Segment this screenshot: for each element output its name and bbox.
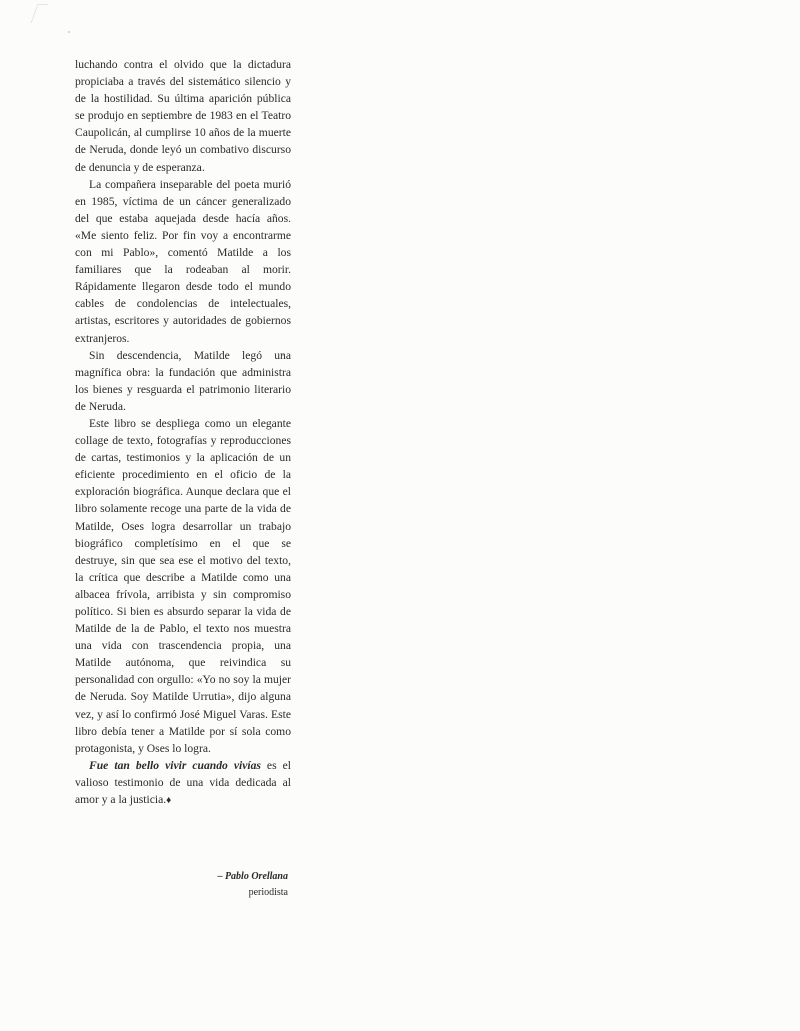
signature-block (196, 869, 288, 901)
paragraph-1: luchando contra el olvido que la dictadura propiciaba a través del sistemático silencio y de la hostilidad. Su última aparición pública se produjo en septiembre de 1983 en el Teatro Caupolicán, al cumplirse 10 años de la muerte de Neruda, donde leyó un combativo discurso de denuncia y de esperanza. (75, 58, 291, 174)
paragraph-2: La compañera inseparable del poeta murió en 1985, víctima de un cáncer generalizado del que estaba aquejada desde hacía años. «Me siento feliz. Por fin voy a encontrarme con mi Pablo», comentó Matilde a los familiares que la rodeaban al morir. Rápidamente llegaron desde todo el mundo cables de condolencias de intelectuales, artistas, escritores y autoridades de gobiernos extranjeros. (75, 177, 291, 345)
paragraph-3: Sin descendencia, Matilde legó una magnífica obra: la fundación que administra los bienes y resguarda el patrimonio literario de Neruda. (75, 348, 291, 413)
paragraph-5 (75, 757, 291, 809)
book-title: Fue tan bello vivir cuando vivías (89, 758, 261, 772)
corner-mark (31, 4, 49, 23)
author-name: – Pablo Orellana (217, 871, 288, 882)
scan-speck (68, 31, 70, 33)
author-role: periodista (248, 887, 288, 898)
closing-text: es el valioso testimonio de una vida dedicada al amor y a la justicia. (75, 758, 291, 807)
article-column (75, 56, 291, 809)
end-mark-icon: ♦ (166, 795, 172, 807)
paragraph-4: Este libro se despliega como un elegante collage de texto, fotografías y reproducciones de cartas, testimonios y la aplicación de un eficiente procedimiento en el oficio de la exploración biográfica. Aunque declara que el libro solamente recoge una parte de la vida de Matilde, Oses logra desarrollar un trabajo biográfico completísimo en el que se destruye, sin que sea ese el motivo del texto, la crítica que describe a Matilde como una albacea frívola, arribista y sin compromiso político. Si bien es absurdo separar la vida de Matilde de la de Pablo, el texto nos muestra una vida con trascendencia propia, una Matilde autónoma, que reivindica su personalidad con orgullo: «Yo no soy la mujer de Neruda. Soy Matilde Urrutia», dijo alguna vez, y así lo confirmó José Miguel Varas. Este libro debía tener a Matilde por sí sola como protagonista, y Oses lo logra. (75, 416, 291, 755)
